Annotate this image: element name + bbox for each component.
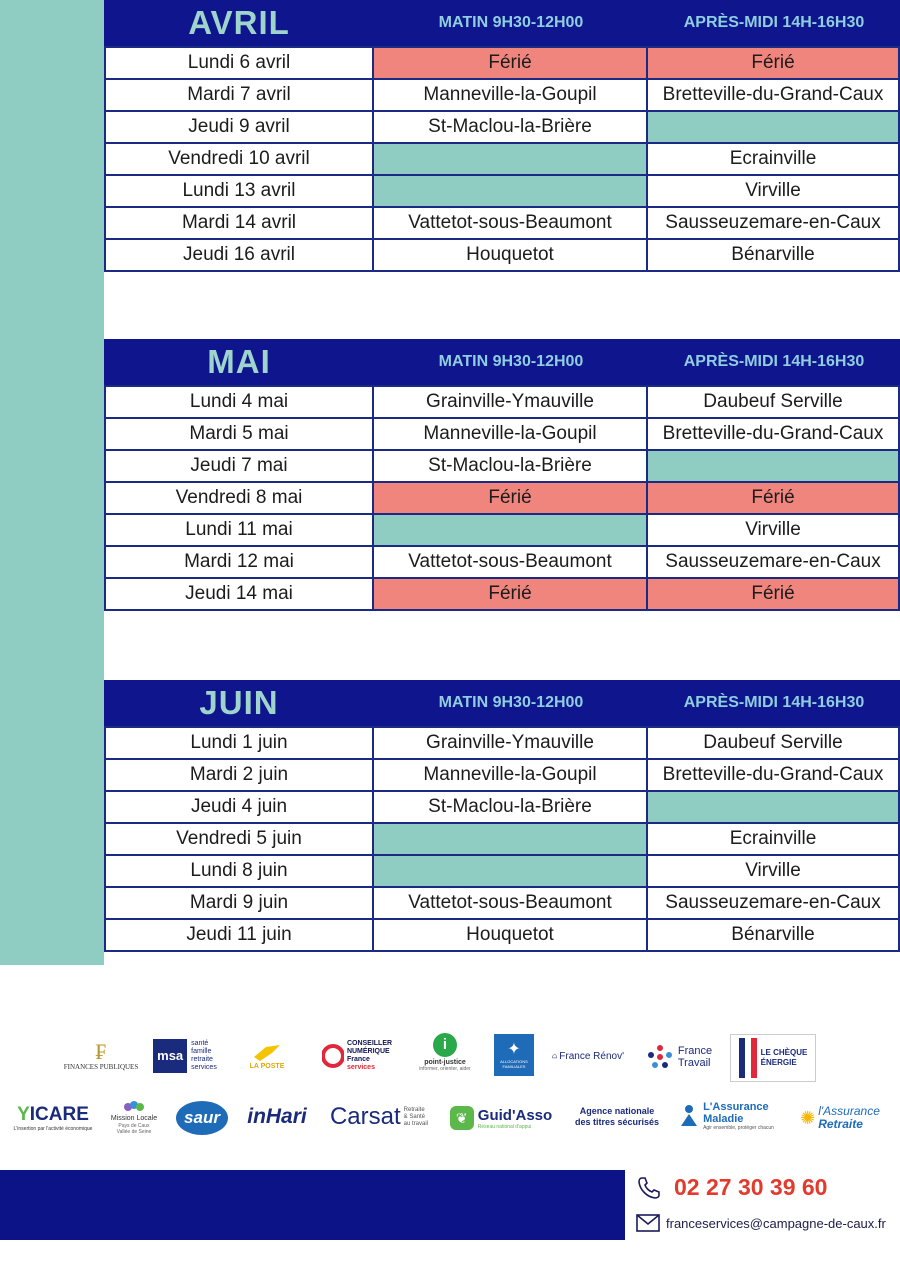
day-cell: Jeudi 9 avril bbox=[105, 111, 373, 143]
schedule-table bbox=[104, 385, 900, 611]
france-travail-line: France bbox=[677, 1045, 713, 1057]
afternoon-cell: Sausseuzemare-en-Caux bbox=[647, 546, 899, 578]
afternoon-cell: Férié bbox=[647, 578, 899, 610]
morning-cell bbox=[373, 143, 647, 175]
morning-column-header: MATIN 9H30-12H00 bbox=[438, 353, 584, 370]
morning-cell: St-Maclou-la-Brière bbox=[373, 111, 647, 143]
day-cell: Jeudi 14 mai bbox=[105, 578, 373, 610]
table-row bbox=[105, 450, 899, 482]
table-row bbox=[105, 546, 899, 578]
assurance-retraite-line: Retraite bbox=[818, 1117, 863, 1131]
month-header bbox=[104, 680, 900, 726]
afternoon-cell: Ecrainville bbox=[647, 823, 899, 855]
morning-cell bbox=[373, 514, 647, 546]
allocations-figures-icon: ✦ bbox=[507, 1041, 521, 1058]
cheque-energie-logo bbox=[730, 1034, 816, 1082]
day-cell: Jeudi 7 mai bbox=[105, 450, 373, 482]
carsat-logo bbox=[324, 1100, 434, 1134]
afternoon-cell: Ecrainville bbox=[647, 143, 899, 175]
afternoon-column-header: APRÈS-MIDI 14H-16H30 bbox=[683, 14, 865, 31]
msa-line: services bbox=[191, 1064, 217, 1071]
assurance-maladie-figure-icon bbox=[678, 1104, 700, 1128]
france-travail-dots-icon bbox=[646, 1043, 674, 1071]
carsat-sub-line: & Santé bbox=[403, 1113, 426, 1120]
msa-logo bbox=[147, 1038, 223, 1074]
afternoon-cell: Sausseuzemare-en-Caux bbox=[647, 207, 899, 239]
conseiller-line: services bbox=[346, 1064, 375, 1071]
day-cell: Mardi 12 mai bbox=[105, 546, 373, 578]
schedule-table bbox=[104, 46, 900, 272]
afternoon-cell: Bretteville-du-Grand-Caux bbox=[647, 79, 899, 111]
afternoon-cell: Bretteville-du-Grand-Caux bbox=[647, 418, 899, 450]
afternoon-cell: Daubeuf Serville bbox=[647, 386, 899, 418]
morning-cell: Manneville-la-Goupil bbox=[373, 759, 647, 791]
allocations-label: ALLOCATIONS FAMILIALES bbox=[500, 1059, 528, 1069]
conseiller-numerique-icon bbox=[322, 1041, 344, 1071]
msa-line: famille bbox=[191, 1048, 212, 1055]
month-title: MAI bbox=[207, 343, 271, 380]
day-cell: Jeudi 4 juin bbox=[105, 791, 373, 823]
month-title: JUIN bbox=[199, 684, 279, 721]
table-row bbox=[105, 919, 899, 951]
saur-logo bbox=[174, 1098, 230, 1138]
table-row bbox=[105, 887, 899, 919]
phone-icon bbox=[636, 1175, 662, 1201]
la-poste-logo bbox=[244, 1038, 290, 1074]
assurance-maladie-logo bbox=[672, 1096, 780, 1136]
la-poste-bird-icon bbox=[252, 1043, 282, 1063]
msa-line: santé bbox=[191, 1040, 209, 1047]
table-row bbox=[105, 143, 899, 175]
morning-cell: Férié bbox=[373, 578, 647, 610]
icare-tagline: L'insertion par l'activité économique bbox=[13, 1126, 93, 1132]
saur-label: saur bbox=[176, 1101, 228, 1135]
afternoon-column-header: APRÈS-MIDI 14H-16H30 bbox=[683, 694, 865, 711]
point-justice-label: point-justice bbox=[424, 1058, 466, 1066]
table-row bbox=[105, 386, 899, 418]
assurance-maladie-line: Maladie bbox=[703, 1113, 744, 1125]
carsat-sub-line: Retraite bbox=[403, 1106, 425, 1113]
la-poste-label: LA POSTE bbox=[249, 1062, 285, 1070]
afternoon-cell: Férié bbox=[647, 482, 899, 514]
guidasso-leaf-icon: ❦ bbox=[450, 1106, 474, 1130]
afternoon-cell: Bénarville bbox=[647, 239, 899, 271]
france-renov-house-icon bbox=[552, 1046, 557, 1066]
afternoon-cell: Bénarville bbox=[647, 919, 899, 951]
table-row bbox=[105, 239, 899, 271]
table-row bbox=[105, 759, 899, 791]
ants-logo bbox=[572, 1102, 662, 1132]
assurance-retraite-logo bbox=[792, 1098, 888, 1138]
day-cell: Vendredi 5 juin bbox=[105, 823, 373, 855]
table-row bbox=[105, 175, 899, 207]
day-cell: Mardi 7 avril bbox=[105, 79, 373, 111]
afternoon-cell: Virville bbox=[647, 175, 899, 207]
finances-publiques-mark: ₣ bbox=[95, 1039, 107, 1064]
guidasso-tagline: Réseau national d'appui bbox=[477, 1123, 532, 1130]
assurance-maladie-tagline: Agir ensemble, protéger chacun bbox=[703, 1125, 774, 1131]
morning-cell: Manneville-la-Goupil bbox=[373, 418, 647, 450]
table-row bbox=[105, 791, 899, 823]
assurance-retraite-line: l'Assurance bbox=[818, 1104, 880, 1118]
inhari-label: inHari bbox=[247, 1105, 307, 1128]
icare-label: ICARE bbox=[29, 1104, 89, 1125]
month-section-mai bbox=[104, 339, 900, 611]
table-row bbox=[105, 578, 899, 610]
morning-column-header: MATIN 9H30-12H00 bbox=[438, 14, 584, 31]
morning-cell: Vattetot-sous-Beaumont bbox=[373, 207, 647, 239]
point-justice-logo bbox=[410, 1026, 480, 1078]
morning-cell: Manneville-la-Goupil bbox=[373, 79, 647, 111]
day-cell: Lundi 8 juin bbox=[105, 855, 373, 887]
morning-cell bbox=[373, 175, 647, 207]
finances-publiques-label: FINANCES PUBLIQUES bbox=[63, 1063, 139, 1071]
assurance-retraite-figure-icon: ✺ bbox=[800, 1107, 816, 1128]
month-header bbox=[104, 0, 900, 46]
day-cell: Vendredi 8 mai bbox=[105, 482, 373, 514]
footer-band bbox=[0, 1170, 625, 1240]
conseiller-line: NUMÉRIQUE bbox=[346, 1048, 390, 1055]
table-row bbox=[105, 482, 899, 514]
carsat-sub-line: au travail bbox=[403, 1120, 429, 1127]
france-renov-logo bbox=[552, 1040, 624, 1072]
ants-line: Agence nationale bbox=[579, 1106, 655, 1116]
france-travail-line: Travail bbox=[677, 1057, 711, 1069]
afternoon-cell: Virville bbox=[647, 855, 899, 887]
table-row bbox=[105, 47, 899, 79]
morning-cell: Houquetot bbox=[373, 919, 647, 951]
mail-icon bbox=[636, 1214, 660, 1232]
afternoon-cell: Sausseuzemare-en-Caux bbox=[647, 887, 899, 919]
day-cell: Lundi 6 avril bbox=[105, 47, 373, 79]
morning-cell bbox=[373, 823, 647, 855]
afternoon-cell bbox=[647, 111, 899, 143]
icare-figure-icon: Y bbox=[17, 1104, 30, 1125]
schedule-table bbox=[104, 726, 900, 952]
conseiller-line: France bbox=[346, 1056, 370, 1063]
morning-cell: Férié bbox=[373, 47, 647, 79]
allocations-familiales-logo bbox=[494, 1034, 534, 1076]
day-cell: Jeudi 11 juin bbox=[105, 919, 373, 951]
guidasso-logo bbox=[446, 1100, 556, 1136]
day-cell: Mardi 14 avril bbox=[105, 207, 373, 239]
msa-mark: msa bbox=[153, 1039, 187, 1073]
day-cell: Lundi 1 juin bbox=[105, 727, 373, 759]
table-row bbox=[105, 823, 899, 855]
mission-locale-line: Pays de Caux bbox=[118, 1123, 150, 1129]
email-address[interactable]: franceservices@campagne-de-caux.fr bbox=[666, 1215, 886, 1231]
phone-number[interactable]: 02 27 30 39 60 bbox=[674, 1174, 828, 1200]
carsat-label: Carsat bbox=[329, 1103, 401, 1130]
msa-line: retraite bbox=[191, 1056, 213, 1063]
mission-locale-line: Mission Locale bbox=[110, 1115, 158, 1122]
france-travail-logo bbox=[640, 1040, 718, 1074]
table-row bbox=[105, 207, 899, 239]
conseiller-line: CONSEILLER bbox=[346, 1040, 393, 1047]
afternoon-cell bbox=[647, 791, 899, 823]
contact-phone[interactable] bbox=[636, 1174, 827, 1201]
mission-locale-line: Vallée de Seine bbox=[116, 1129, 152, 1135]
assurance-maladie-line: L'Assurance bbox=[703, 1101, 769, 1113]
ants-line: des titres sécurisés bbox=[574, 1117, 660, 1127]
icare-logo bbox=[8, 1100, 98, 1136]
morning-cell bbox=[373, 855, 647, 887]
afternoon-cell: Bretteville-du-Grand-Caux bbox=[647, 759, 899, 791]
day-cell: Mardi 2 juin bbox=[105, 759, 373, 791]
day-cell: Vendredi 10 avril bbox=[105, 143, 373, 175]
finances-publiques-logo bbox=[62, 1036, 140, 1076]
cheque-energie-line: LE CHÈQUE bbox=[760, 1048, 808, 1057]
month-section-juin bbox=[104, 680, 900, 952]
morning-cell: St-Maclou-la-Brière bbox=[373, 450, 647, 482]
table-row bbox=[105, 111, 899, 143]
morning-cell: Férié bbox=[373, 482, 647, 514]
left-teal-bar bbox=[0, 0, 104, 965]
contact-email[interactable] bbox=[636, 1214, 886, 1232]
month-section-avril bbox=[104, 0, 900, 272]
afternoon-cell: Férié bbox=[647, 47, 899, 79]
month-header bbox=[104, 339, 900, 385]
month-title: AVRIL bbox=[188, 4, 290, 41]
france-renov-label: France Rénov' bbox=[559, 1050, 624, 1062]
morning-cell: St-Maclou-la-Brière bbox=[373, 791, 647, 823]
morning-column-header: MATIN 9H30-12H00 bbox=[438, 694, 584, 711]
morning-cell: Grainville-Ymauville bbox=[373, 727, 647, 759]
mission-locale-logo bbox=[110, 1092, 158, 1142]
afternoon-cell bbox=[647, 450, 899, 482]
table-row bbox=[105, 418, 899, 450]
afternoon-cell: Daubeuf Serville bbox=[647, 727, 899, 759]
table-row bbox=[105, 79, 899, 111]
morning-cell: Grainville-Ymauville bbox=[373, 386, 647, 418]
guidasso-label: Guid'Asso bbox=[477, 1106, 553, 1124]
day-cell: Mardi 5 mai bbox=[105, 418, 373, 450]
point-justice-tagline: informer, orienter, aider bbox=[419, 1065, 471, 1072]
afternoon-cell: Virville bbox=[647, 514, 899, 546]
day-cell: Jeudi 16 avril bbox=[105, 239, 373, 271]
day-cell: Mardi 9 juin bbox=[105, 887, 373, 919]
day-cell: Lundi 4 mai bbox=[105, 386, 373, 418]
table-row bbox=[105, 514, 899, 546]
flag-red-stripe bbox=[751, 1038, 757, 1078]
inhari-logo bbox=[244, 1102, 310, 1132]
morning-cell: Houquetot bbox=[373, 239, 647, 271]
mission-locale-icon bbox=[122, 1099, 146, 1115]
day-cell: Lundi 13 avril bbox=[105, 175, 373, 207]
cheque-energie-line: ÉNERGIE bbox=[760, 1058, 797, 1067]
day-cell: Lundi 11 mai bbox=[105, 514, 373, 546]
morning-cell: Vattetot-sous-Beaumont bbox=[373, 546, 647, 578]
point-justice-icon: i bbox=[433, 1033, 457, 1057]
table-row bbox=[105, 855, 899, 887]
afternoon-column-header: APRÈS-MIDI 14H-16H30 bbox=[683, 353, 865, 370]
table-row bbox=[105, 727, 899, 759]
conseiller-numerique-logo bbox=[316, 1036, 398, 1076]
morning-cell: Vattetot-sous-Beaumont bbox=[373, 887, 647, 919]
